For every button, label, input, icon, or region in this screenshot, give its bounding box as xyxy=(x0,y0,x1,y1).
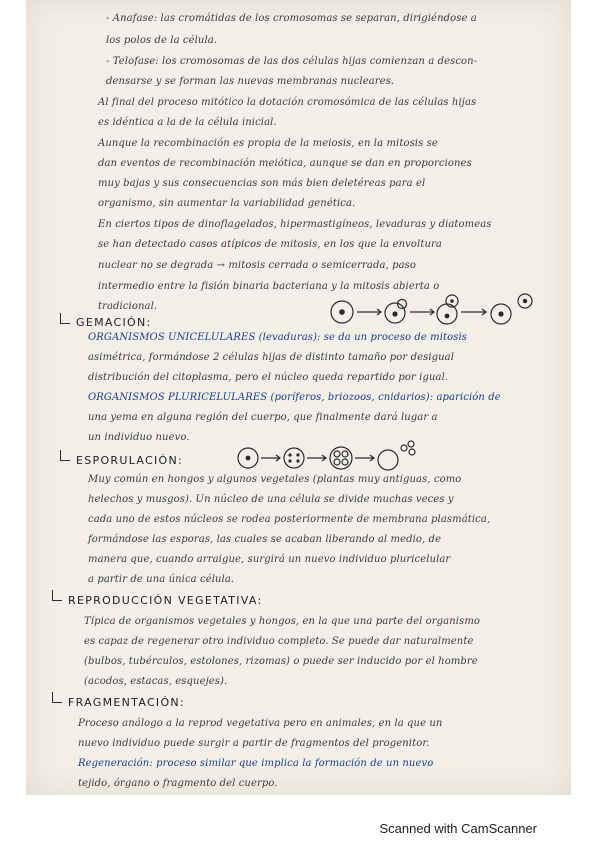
text-line: distribución del citoplasma, pero el núcleo queda repartido por igual. xyxy=(88,372,449,383)
text-line: los polos de la célula. xyxy=(106,35,218,46)
text-line: una yema en alguna región del cuerpo, que finalmente dará lugar a xyxy=(88,412,438,423)
bullet-hook-icon xyxy=(52,692,62,703)
text-line: (acodos, estacas, esquejes). xyxy=(84,676,228,687)
text-line: (bulbos, tubérculos, estolones, rizomas) o puede ser inducido por el hombre xyxy=(84,656,478,667)
text-line: cada uno de estos núcleos se rodea posteriormente de membrana plasmática, xyxy=(88,514,491,525)
text-line: En ciertos tipos de dinoflagelados, hipermastigíneos, levaduras y diatomeas xyxy=(98,219,492,230)
text-line: es idéntica a la de la célula inicial. xyxy=(98,117,277,128)
text-line: Regeneración: proceso similar que implica la formación de un nuevo xyxy=(78,758,434,769)
text-line: un individuo nuevo. xyxy=(88,432,190,443)
section-heading-reproduccion-vegetativa: REPRODUCCIÓN VEGETATIVA: xyxy=(68,594,263,607)
text-line: nuevo individuo puede surgir a partir de fragmentos del progenitor. xyxy=(78,738,430,749)
text-line: Proceso análogo a la reprod vegetativa pero en animales, en la que un xyxy=(78,718,443,729)
section-heading-gemacion: GEMACIÓN: xyxy=(76,316,152,329)
text-line: - Telofase: los cromosomas de las dos células hijas comienzan a descon- xyxy=(106,56,478,67)
text-line: es capaz de regenerar otro individuo completo. Se puede dar naturalmente xyxy=(84,636,474,647)
text-line: Típica de organismos vegetales y hongos, en la que una parte del organismo xyxy=(84,616,481,627)
sporulation-diagram-icon xyxy=(234,438,434,474)
text-line: Al final del proceso mitótico la dotación cromosómica de las células hijas xyxy=(98,97,477,108)
text-line: dan eventos de recombinación meiótica, aunque se dan en proporciones xyxy=(98,158,472,169)
text-line: muy bajas y sus consecuencias son más bien deletéreas para el xyxy=(98,178,426,189)
text-line: Muy común en hongos y algunos vegetales (plantas muy antiguas, como xyxy=(88,474,462,485)
section-heading-fragmentacion: FRAGMENTACIÓN: xyxy=(68,696,185,709)
text-line: organismo, sin aumentar la variabilidad genética. xyxy=(98,198,356,209)
text-line: tradicional. xyxy=(98,301,158,312)
scanner-watermark: Scanned with CamScanner xyxy=(379,821,537,836)
text-line: manera que, cuando arraigue, surgirá un nuevo individuo pluricelular xyxy=(88,554,451,565)
text-line: a partir de una única célula. xyxy=(88,574,235,585)
text-line: se han detectado casos atípicos de mitosis, en los que la envoltura xyxy=(98,239,442,250)
budding-diagram-icon xyxy=(326,292,546,332)
text-line: ORGANISMOS UNICELULARES (levaduras): se da un proceso de mitosis xyxy=(88,332,468,343)
text-line: nuclear no se degrada → mitosis cerrada o semicerrada, paso xyxy=(98,260,416,271)
text-line: Aunque la recombinación es propia de la meiosis, en la mitosis se xyxy=(98,138,438,149)
text-line: tejido, órgano o fragmento del cuerpo. xyxy=(78,778,278,789)
text-line: formándose las esporas, las cuales se acaban liberando al medio, de xyxy=(88,534,442,545)
text-line: asimétrica, formándose 2 células hijas de distinto tamaño por desigual xyxy=(88,352,455,363)
bullet-hook-icon xyxy=(60,313,70,324)
section-heading-esporulacion: ESPORULACIÓN: xyxy=(76,454,184,467)
bullet-hook-icon xyxy=(52,590,62,601)
text-line: ORGANISMOS PLURICELULARES (poríferos, briozoos, cnidarios): aparición de xyxy=(88,392,501,403)
text-line: densarse y se forman las nuevas membranas nucleares. xyxy=(106,76,395,87)
text-line: - Anafase: las cromátidas de los cromosomas se separan, dirigiéndose a xyxy=(106,13,477,24)
text-line: helechos y musgos). Un núcleo de una célula se divide muchas veces y xyxy=(88,494,454,505)
text-line: intermedio entre la fisión binaria bacteriana y la mitosis abierta o xyxy=(98,281,440,292)
bullet-hook-icon xyxy=(60,450,70,461)
notebook-page xyxy=(26,0,571,795)
